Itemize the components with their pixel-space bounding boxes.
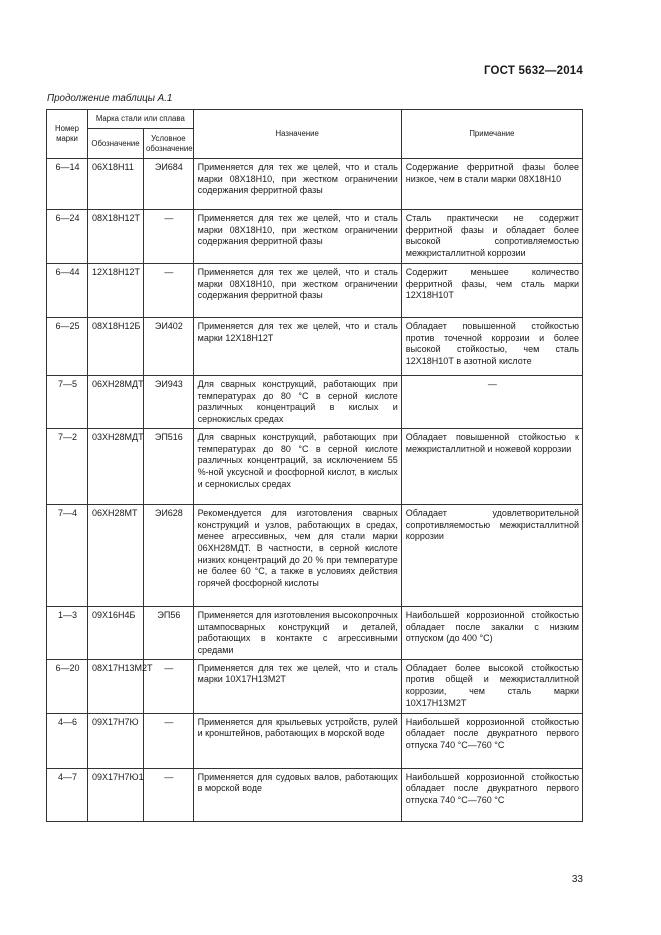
row-note: Обладает более высокой стойкостью против общей и межкристаллитной коррозии, чем сталь марки 10Х17Н13М2Т: [401, 659, 582, 713]
row-grade: 03ХН28МДТ: [87, 428, 143, 504]
header-purpose: Назначение: [193, 110, 401, 159]
row-purpose: Для сварных конструкций, работающих при температурах до 80 °С в серной кислоте различных концентраций в кислых и сернокислых средах: [193, 376, 401, 429]
row-code: —: [144, 713, 194, 768]
table-row: [47, 504, 583, 606]
table-row: [47, 659, 583, 713]
row-note: Обладает повышенной стойкостью против точечной коррозии и более высокой стойкостью, чем сталь 12Х18Н10Т в азотной кислоте: [401, 318, 582, 376]
table-caption: Продолжение таблицы А.1: [47, 93, 173, 104]
row-code: ЭП56: [144, 606, 194, 659]
table-row: [47, 318, 583, 376]
row-number: 6—24: [47, 210, 88, 264]
table-row: [47, 159, 583, 210]
header-grade-group: Марка стали или сплава: [87, 110, 193, 129]
row-purpose: Применяется для крыльевых устройств, рулей и кронштейнов, работающих в морской воде: [193, 713, 401, 768]
row-number: 7—5: [47, 376, 88, 429]
row-grade: 06Х18Н11: [87, 159, 143, 210]
table-row: [47, 264, 583, 318]
row-code: ЭП516: [144, 428, 194, 504]
row-purpose: Рекомендуется для изготовления сварных конструкций и узлов, работающих в средах, менее агрессивных, чем для стали марки 06ХН28МДТ. В частности, в серной кислоте низких концентраций до 20 % при температуре не более 60 °С, а также в условиях действия горячей фосфорной кислоты: [193, 504, 401, 606]
page-number: 33: [571, 874, 583, 885]
row-code: —: [144, 264, 194, 318]
table-row: [47, 713, 583, 768]
row-number: 6—25: [47, 318, 88, 376]
row-grade: 08Х17Н13М2Т: [87, 659, 143, 713]
row-code: ЭИ628: [144, 504, 194, 606]
header-number: Номер марки: [47, 110, 88, 159]
row-number: 6—44: [47, 264, 88, 318]
row-number: 4—6: [47, 713, 88, 768]
row-purpose: Применяется для тех же целей, что и сталь марки 08Х18Н10, при жестком ограничении содержания ферритной фазы: [193, 264, 401, 318]
row-number: 7—4: [47, 504, 88, 606]
row-code: —: [144, 768, 194, 821]
row-purpose: Применяется для судовых валов, работающих в морской воде: [193, 768, 401, 821]
row-number: 1—3: [47, 606, 88, 659]
table-row: [47, 210, 583, 264]
table-body: [47, 159, 583, 822]
row-code: —: [144, 659, 194, 713]
row-code: —: [144, 210, 194, 264]
row-purpose: Применяется для изготовления высокопрочных штампосварных конструкций и деталей, работающих в контакте с агрессивными средами: [193, 606, 401, 659]
row-grade: 12Х18Н12Т: [87, 264, 143, 318]
row-grade: 09Х17Н7Ю: [87, 713, 143, 768]
row-code: ЭИ684: [144, 159, 194, 210]
row-code: ЭИ943: [144, 376, 194, 429]
row-number: 4—7: [47, 768, 88, 821]
row-note: Наибольшей коррозионной стойкостью обладает после двукратного первого отпуска 740 °С—760 °С: [401, 768, 582, 821]
row-grade: 09Х16Н4Б: [87, 606, 143, 659]
row-purpose: Применяется для тех же целей, что и сталь марки 08Х18Н10, при жестком ограничении содержания ферритной фазы: [193, 210, 401, 264]
row-note: —: [401, 376, 582, 429]
row-number: 6—14: [47, 159, 88, 210]
row-purpose: Применяется для тех же целей, что и сталь марки 12Х18Н12Т: [193, 318, 401, 376]
row-note: Содержит меньшее количество ферритной фазы, чем сталь марки 12Х18Н10Т: [401, 264, 582, 318]
header-note: Примечание: [401, 110, 582, 159]
row-note: Наибольшей коррозионной стойкостью обладает после двукратного первого отпуска 740 °С—760 °С: [401, 713, 582, 768]
standard-code: ГОСТ 5632—2014: [483, 65, 583, 77]
row-note: Наибольшей коррозионной стойкостью обладает после закалки с низким отпуском (до 400 °С): [401, 606, 582, 659]
table-row: [47, 606, 583, 659]
row-grade: 06ХН28МДТ: [87, 376, 143, 429]
row-purpose: Применяется для тех же целей, что и сталь марки 10Х17Н13М2Т: [193, 659, 401, 713]
steel-grades-table: [46, 109, 583, 822]
table-row: [47, 428, 583, 504]
row-note: Обладает повышенной стойкостью к межкристаллитной и ножевой коррозии: [401, 428, 582, 504]
row-purpose: Применяется для тех же целей, что и сталь марки 08Х18Н10, при жестком ограничении содержания ферритной фазы: [193, 159, 401, 210]
row-grade: 09Х17Н7Ю1: [87, 768, 143, 821]
row-note: Содержание ферритной фазы более низкое, чем в стали марки 08Х18Н10: [401, 159, 582, 210]
row-grade: 08Х18Н12Б: [87, 318, 143, 376]
row-grade: 06ХН28МТ: [87, 504, 143, 606]
row-code: ЭИ402: [144, 318, 194, 376]
row-number: 6—20: [47, 659, 88, 713]
row-note: Сталь практически не содержит ферритной фазы и обладает более высокой сопротивляемостью межкристаллитной коррозии: [401, 210, 582, 264]
row-number: 7—2: [47, 428, 88, 504]
header-conventional: Условное обозначение: [144, 129, 194, 159]
row-purpose: Для сварных конструкций, работающих при температурах до 80 °С в серной кислоте различных концентраций, за исключением 55 %-ной уксусной и фосфорной кислот, в кислых и сернокислых средах: [193, 428, 401, 504]
table-row: [47, 768, 583, 821]
header-designation: Обозначение: [87, 129, 143, 159]
row-grade: 08Х18Н12Т: [87, 210, 143, 264]
row-note: Обладает удовлетворительной сопротивляемостью межкристаллитной коррозии: [401, 504, 582, 606]
table-row: [47, 376, 583, 429]
